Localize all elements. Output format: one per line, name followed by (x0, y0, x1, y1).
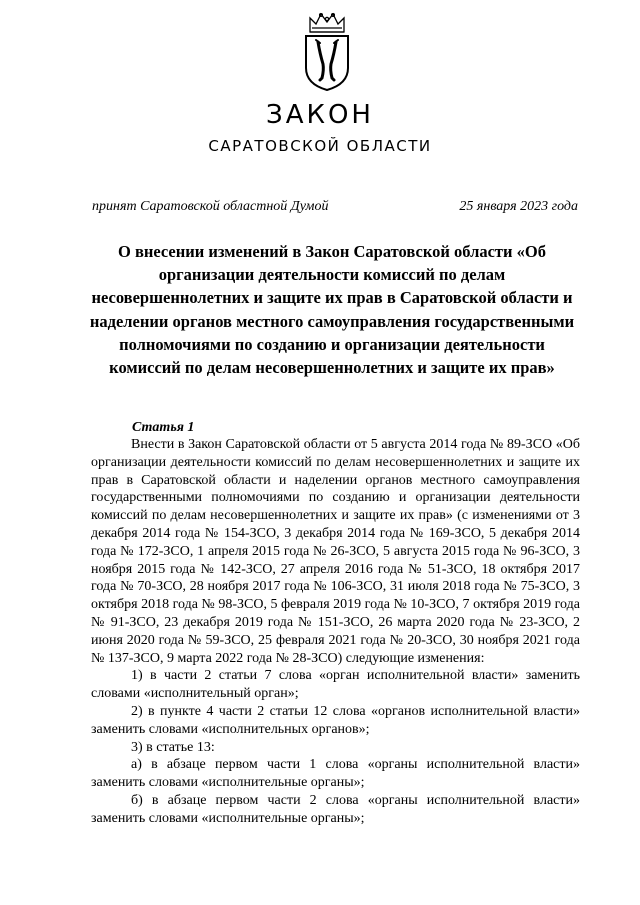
article-paragraph: 2) в пункте 4 части 2 статьи 12 слова «органов исполнительной власти» заменить словами «исполнительных органов»; (91, 703, 580, 737)
article-label: Статья 1 (132, 420, 195, 435)
adopted-date: 25 января 2023 года (459, 199, 578, 214)
law-title: ЗАКОН (266, 100, 374, 130)
article-paragraph: 3) в статье 13: (131, 739, 215, 755)
adopted-by: принят Саратовской областной Думой (92, 199, 329, 214)
article-paragraph: б) в абзаце первом части 2 слова «органы исполнительной власти» заменить словами «исполнительные органы»; (91, 792, 580, 826)
article-body (91, 436, 580, 828)
article-paragraph: 1) в части 2 статьи 7 слова «орган исполнительной власти» заменить словами «исполнительный орган»; (91, 668, 580, 702)
article-paragraph: а) в абзаце первом части 1 слова «органы исполнительной власти» заменить словами «исполнительные органы»; (91, 757, 580, 791)
document-heading: О внесении изменений в Закон Саратовской области «Об организации деятельности комиссий по делам несовершеннолетних и защите их прав в Саратовской области и наделении органов местного самоуправления государственными полномочиями по созданию и организации деятельности комиссий по делам несовершеннолетних и защите их прав» (89, 242, 575, 378)
saratov-coat-of-arms-icon (302, 10, 352, 92)
law-subtitle: САРАТОВСКОЙ ОБЛАСТИ (208, 137, 432, 155)
article-paragraph: Внести в Закон Саратовской области от 5 августа 2014 года № 89-ЗСО «Об организации деятельности комиссий по делам несовершеннолетних и защите их прав в Саратовской области и наделении органов местного самоуправления государственными полномочиями по созданию и организации деятельности комиссий по делам несовершеннолетних и защите их прав» (с изменениями от 3 декабря 2014 года № 154-ЗСО, 3 декабря 2014 года № 169-ЗСО, 5 декабря 2014 года № 172-ЗСО, 1 апреля 2015 года № 26-ЗСО, 5 августа 2015 года № 96-ЗСО, 3 ноября 2015 года № 142-ЗСО, 27 апреля 2016 года № 51-ЗСО, 18 октября 2017 года № 70-ЗСО, 28 ноября 2017 года № 106-ЗСО, 31 июля 2018 года № 75-ЗСО, 3 октября 2018 года № 98-ЗСО, 5 февраля 2019 года № 10-ЗСО, 7 октября 2019 года № 91-ЗСО, 23 декабря 2019 года № 151-ЗСО, 26 марта 2020 года № 23-ЗСО, 2 июня 2020 года № 59-ЗСО, 25 февраля 2021 года № 20-ЗСО, 30 ноября 2021 года № 137-ЗСО, 9 марта 2022 года № 28-ЗСО) следующие изменения: (91, 437, 580, 666)
adoption-line (92, 198, 578, 216)
